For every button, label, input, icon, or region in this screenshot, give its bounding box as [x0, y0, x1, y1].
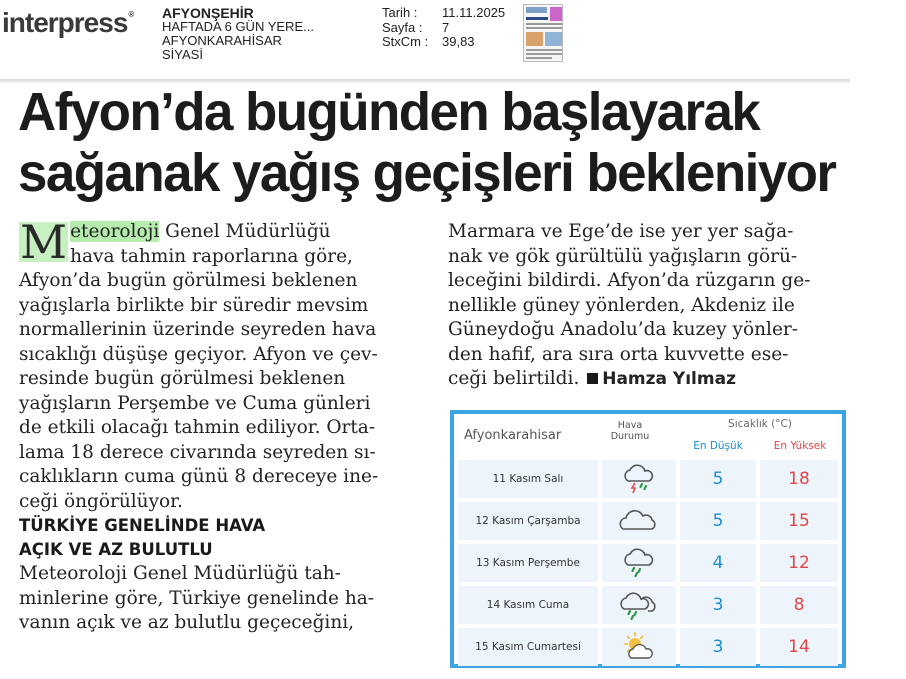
body-line: de etkili olacağı tahmin ediliyor. Orta- [19, 417, 376, 438]
weather-high-temp: 12 [760, 544, 838, 582]
weather-row [458, 628, 838, 666]
thunderstorm-icon [602, 460, 676, 498]
headline-line-1: Afyon’da bugünden başlayarak [18, 82, 760, 142]
body-line: Afyon’da bugün görülmesi beklenen [19, 270, 358, 291]
publication-name: AFYONŞEHİR [162, 5, 254, 21]
body-line: Marmara ve Ege’de ise yer yer sağa- [448, 221, 794, 242]
weather-condition-header: Hava Durumu [610, 420, 650, 442]
brand-logo: interpress® [2, 7, 134, 38]
publication-category: SİYASİ [162, 47, 203, 62]
rain-icon [602, 544, 676, 582]
weather-day: 15 Kasım Cumartesi [458, 628, 598, 666]
drop-cap: M [20, 215, 68, 269]
rain-cloud-icon [602, 586, 676, 624]
partly-sunny-icon [602, 628, 676, 666]
publication-info [162, 6, 314, 62]
body-line: den hafif, ara sıra orta kuvvette ese- [448, 343, 789, 365]
meta-page: Sayfa : 7 [382, 19, 450, 35]
body-line: yağışların Perşembe ve Cuma günleri [19, 392, 371, 414]
byline: Hamza Yılmaz [585, 369, 736, 389]
weather-low-temp: 5 [680, 460, 756, 498]
body-line: leceğini bildirdi. Afyon’da rüzgarın ge- [448, 270, 811, 291]
weather-high-temp: 15 [760, 502, 838, 540]
body-line: sıcaklığı düşüşe geçiyor. Afyon ve çev- [19, 343, 378, 365]
article-column-right [448, 220, 848, 392]
publication-city: AFYONKARAHİSAR [162, 33, 282, 48]
meta-stxcm: StxCm : 39,83 [382, 34, 475, 49]
page-thumbnail[interactable] [523, 4, 563, 62]
body-line: yağışlarla birlikte bir süredir mevsim [19, 294, 369, 316]
weather-day: 11 Kasım Salı [458, 460, 598, 498]
weather-low-header: En Düşük [693, 440, 743, 452]
clipping-meta [382, 6, 505, 50]
body-line: vanın açık ve az bulutlu geçeceğini, [19, 612, 355, 633]
weather-city: Afyonkarahisar [464, 428, 562, 443]
weather-row [458, 544, 838, 582]
article-headline [18, 82, 880, 204]
weather-high-temp: 14 [760, 628, 838, 666]
body-line: M eteoroloji Genel Müdürlüğü [20, 215, 331, 269]
weather-forecast-table [450, 410, 846, 668]
article-column-left [19, 215, 429, 636]
body-line: lama 18 derece civarında seyreden sı- [19, 441, 376, 463]
publication-frequency: HAFTADA 6 GÜN YERE... [162, 19, 314, 34]
weather-high-temp: 18 [760, 460, 838, 498]
body-line: resinde bugün görülmesi beklenen [19, 368, 346, 389]
body-line: minlerine göre, Türkiye genelinde ha- [19, 587, 375, 609]
body-line: Güneydoğu Anadolu’da kuzey yönler- [448, 319, 798, 340]
cloud-icon [602, 502, 676, 540]
section-subhead: TÜRKİYE GENELİNDE HAVA [19, 516, 266, 535]
weather-row [458, 586, 838, 624]
byline-square-icon [587, 373, 598, 384]
meta-date: Tarih : 11.11.2025 [382, 5, 506, 20]
headline-line-2: sağanak yağış geçişleri bekleniyor [18, 143, 836, 203]
weather-low-temp: 3 [680, 628, 756, 666]
weather-row [458, 460, 838, 498]
weather-day: 14 Kasım Cuma [458, 586, 598, 624]
body-line: normallerinin üzerinde seyreden hava [19, 319, 377, 340]
weather-high-header: En Yüksek [773, 440, 827, 452]
weather-temperature-header: Sıcaklık (°C) [728, 418, 792, 430]
body-line: hava tahmin raporlarına göre, [70, 245, 353, 267]
weather-row [458, 502, 838, 540]
body-line: Meteoroloji Genel Müdürlüğü tah- [19, 563, 341, 584]
weather-day: 13 Kasım Perşembe [458, 544, 598, 582]
clipping-header [0, 0, 906, 82]
weather-low-temp: 5 [680, 502, 756, 540]
body-line: ceği öngörülüyor. [19, 490, 183, 512]
weather-high-temp: 8 [760, 586, 838, 624]
weather-day: 12 Kasım Çarşamba [458, 502, 598, 540]
body-line: nak ve gök gürültülü yağışların görü- [448, 245, 798, 267]
weather-low-temp: 4 [680, 544, 756, 582]
highlighted-word: eteoroloji [70, 221, 160, 242]
body-line: caklıkların cuma günü 8 dereceye ine- [19, 466, 379, 487]
body-line: ceği belirtildi. Hamza Yılmaz [448, 368, 736, 389]
body-line: nellikle güney yönlerden, Akdeniz ile [448, 294, 795, 316]
section-subhead: AÇIK VE AZ BULUTLU [19, 540, 213, 559]
weather-low-temp: 3 [680, 586, 756, 624]
